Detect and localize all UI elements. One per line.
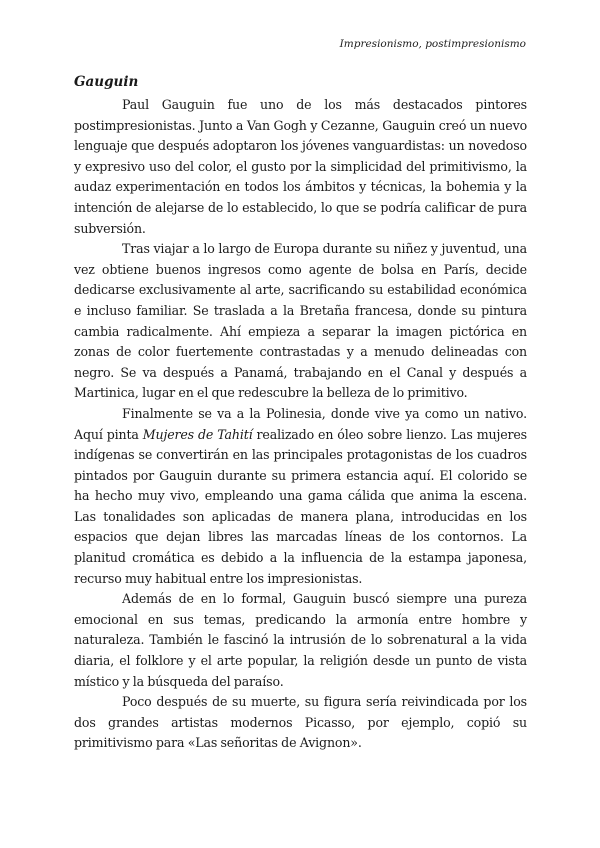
artwork-title: Mujeres de Tahití <box>142 426 253 442</box>
section-title: Gauguin <box>74 74 139 90</box>
running-header: Impresionismo, postimpresionismo <box>339 38 526 50</box>
paragraph-polynesia-start: Finalmente se va a la Polinesia, donde vive ya como un nativo. Aquí pinta <box>74 405 527 442</box>
paragraph-polynesia-rest: realizado en óleo sobre lienzo. Las mujeres indígenas se convertirán en las principales protagonistas de los cuadros pintados por Gauguin durante su primera estancia aquí. El colorido se ha hecho muy vivo, empleando una gama cálida que anima la escena. Las tonalidades son aplicadas de manera plana, introducidas en los espacios que dejan libres las marcadas líneas de los contornos. La planitud cromática es debido a la influencia de la estampa japonesa, recurso muy habitual entre los impresionistas. <box>74 426 527 586</box>
paragraph-biography: Tras viajar a lo largo de Europa durante su niñez y juventud, una vez obtiene buenos ingresos como agente de bolsa en París, decide dedicarse exclusivamente al arte, sacrificando su estabilidad económica e incluso familiar. Se traslada a la Bretaña francesa, donde su pintura cambia radicalmente. Ahí empieza a separar la imagen pictórica en zonas de color fuertemente contrastadas y a menudo delineadas con negro. Se va después a Panamá, trabajando en el Canal y después a Martinica, lugar en el que redescubre la belleza de lo primitivo. <box>74 241 527 401</box>
paragraph-polynesia <box>74 404 527 589</box>
paragraph-intro: Paul Gauguin fue uno de los más destacados pintores postimpresionistas. Junto a Van Gogh y Cezanne, Gauguin creó un nuevo lenguaje que después adoptaron los jóvenes vanguardistas: un novedoso y expresivo uso del color, el gusto por la simplicidad del primitivismo, la audaz experimentación en todos los ámbitos y técnicas, la bohemia y la intención de alejarse de lo establecido, lo que se podría calificar de pura subversión. <box>74 97 527 236</box>
paragraph-legacy: Poco después de su muerte, su figura sería reivindicada por los dos grandes artistas modernos Picasso, por ejemplo, copió su primitivismo para «Las señoritas de Avignon». <box>74 694 527 751</box>
paragraph-themes: Además de en lo formal, Gauguin buscó siempre una pureza emocional en sus temas, predicando la armonía entre hombre y naturaleza. También le fascinó la intrusión de lo sobrenatural a la vida diaria, el folklore y el arte popular, la religión desde un punto de vista místico y la búsqueda del paraíso. <box>74 591 527 689</box>
body-text <box>74 95 527 754</box>
